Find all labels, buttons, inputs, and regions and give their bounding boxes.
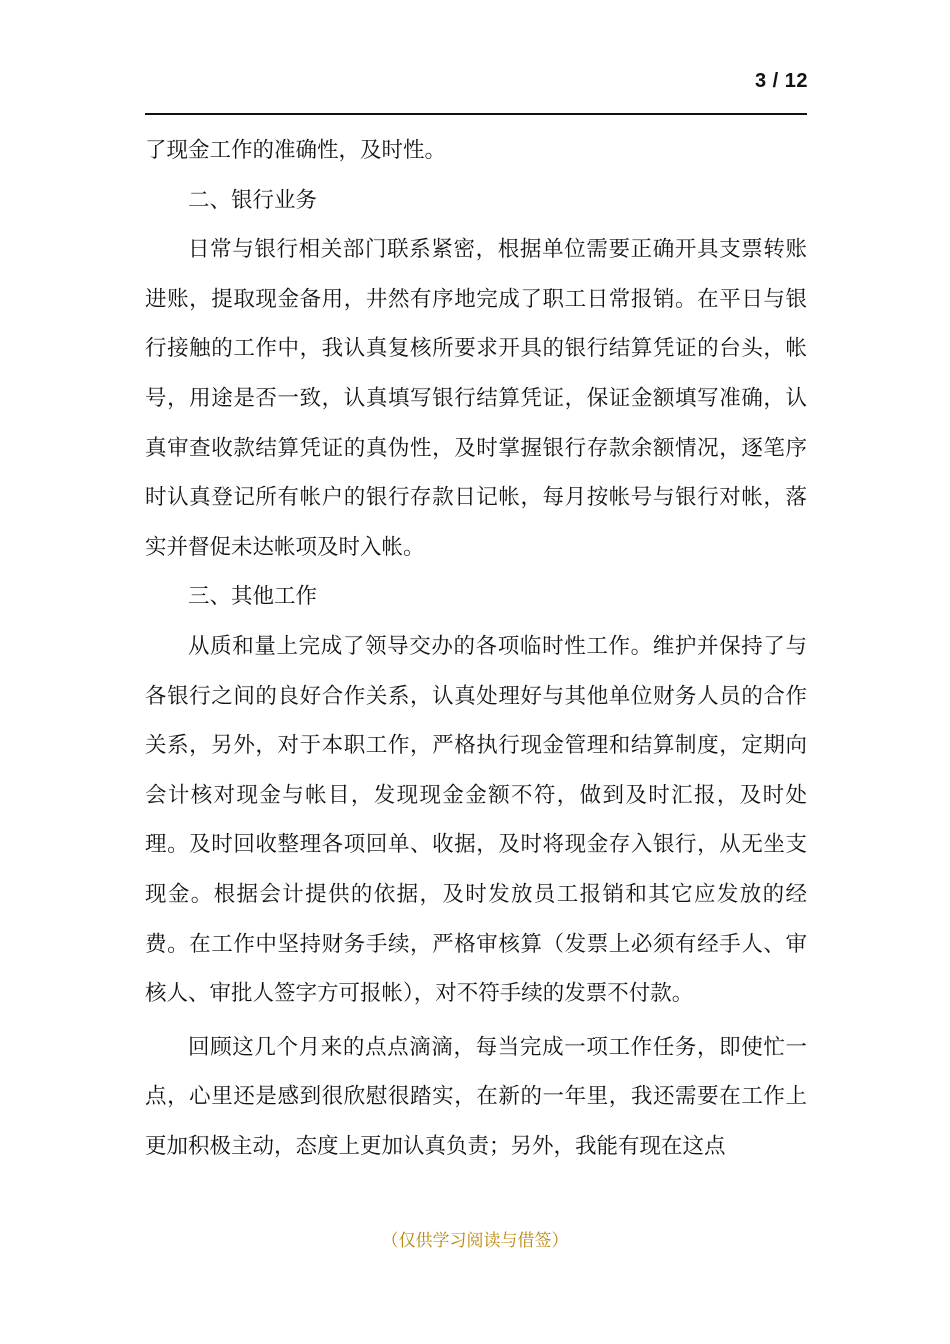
header-divider xyxy=(145,113,807,115)
paragraph-review: 回顾这几个月来的点点滴滴，每当完成一项工作任务，即使忙一点，心里还是感到很欣慰很踏实，在新的一年里，我还需要在工作上更加积极主动，态度上更加认真负责；另外，我能有现在这点 xyxy=(145,1034,807,1159)
page-number: 3 / 12 xyxy=(754,70,808,92)
paragraph-other-work: 从质和量上完成了领导交办的各项临时性工作。维护并保持了与各银行之间的良好合作关系，认真处理好与其他单位财务人员的合作关系，另外，对于本职工作，严格执行现金管理和结算制度，定期向会计核对现金与帐目，发现现金金额不符，做到及时汇报，及时处理。及时回收整理各项回单、收据，及时将现金存入银行，从无坐支现金。根据会计提供的依据，及时发放员工报销和其它应发放的经费。在工作中坚持财务手续，严格审核算（发票上必须有经手人、审核人、审批人签字方可报帐），对不符手续的发票不付款。 xyxy=(145,633,807,1007)
paragraph-continuation: 了现金工作的准确性，及时性。 xyxy=(145,138,447,163)
document-body xyxy=(145,126,807,1171)
footer-note: （仅供学习阅读与借签） xyxy=(381,1231,569,1251)
section-heading-other-work: 三、其他工作 xyxy=(188,584,318,610)
paragraph-bank-business: 日常与银行相关部门联系紧密，根据单位需要正确开具支票转账进账，提取现金备用，井然有序地完成了职工日常报销。在平日与银行接触的工作中，我认真复核所要求开具的银行结算凭证的台头，帐号，用途是否一致，认真填写银行结算凭证，保证金额填写准确，认真审查收款结算凭证的真伪性，及时掌握银行存款余额情况，逐笔序时认真登记所有帐户的银行存款日记帐，每月按帐号与银行对帐，落实并督促未达帐项及时入帐。 xyxy=(145,237,807,560)
section-heading-bank-business: 二、银行业务 xyxy=(188,187,318,213)
